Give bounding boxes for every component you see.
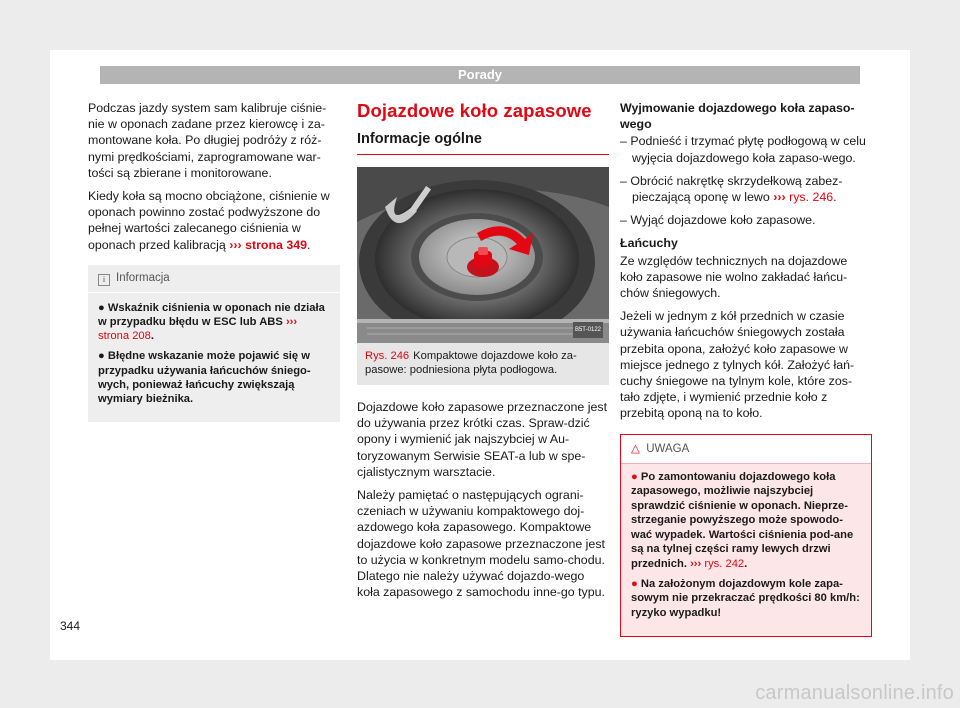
info-icon: i xyxy=(98,274,110,286)
chains-title: Łańcuchy xyxy=(620,236,678,251)
intro-paragraph: Podczas jazdy system sam kalibruje ciśnie-nie w oponach zadane przez kierowcę i za-montowane koła. Po długiej podróży z róż-nymi prędkościami, zaprogramowane war-tości są zbierane i monitorowane. xyxy=(88,101,327,180)
removal-step: – Podnieść i trzymać płytę podłogową w celu wyjęcia dojazdowego koła zapaso-wego. xyxy=(620,134,866,165)
figure-code: B5T-0122 xyxy=(573,322,603,338)
info-box xyxy=(88,265,340,422)
info-title: Informacja xyxy=(116,271,170,284)
figure-caption xyxy=(357,343,609,385)
removal-step: – Wyjąć dojazdowe koło zapasowe. xyxy=(620,213,816,228)
section-title: Informacje ogólne xyxy=(357,130,609,155)
page-link-349[interactable]: strona 349 xyxy=(245,237,308,252)
page-link-208[interactable]: strona 208 xyxy=(98,330,151,343)
page-header: Porady xyxy=(100,66,860,84)
caption-text: Kompaktowe dojazdowe koło za-pasowe: podniesiona płyta podłogowa. xyxy=(365,350,577,376)
info-header xyxy=(88,265,340,293)
left-column xyxy=(88,100,340,422)
warning-body xyxy=(621,464,871,636)
warning-box xyxy=(620,434,872,637)
warning-header xyxy=(621,435,871,464)
removal-title: Wyjmowanie dojazdowego koła zapaso-wego xyxy=(620,101,855,132)
warning-item: ● Po zamontowaniu dojazdowego koła zapasowego, możliwie najszybciej sprawdzić ciśnienie w oponach. Nieprze-strzeganie powyższego może spowodo-wać wypadek. Wartości ciśnienia pod-ane są na tylnej części ramy lewych drzwi przednich. ››› rys. 242. xyxy=(631,471,854,570)
chains-paragraph: Ze względów technicznych na dojazdowe koło zapasowe nie wolno zakładać łańcu-chów śniegowych. xyxy=(620,253,848,301)
warning-title: UWAGA xyxy=(646,442,690,455)
chains-paragraph: Jeżeli w jednym z kół przednich w czasie używania łańcuchów śniegowych została przebita opona, założyć koło zapasowe w miejsce jednego z tylnych kół. Założyć łań-cuchy śniegowe na tylnym kole, które zos-tało zdjęte, i wymienić przednie koło z przebitą oponą na to koło. xyxy=(620,309,855,421)
caption-label: Rys. 246 xyxy=(365,350,410,362)
spare-wheel-figure xyxy=(357,167,609,343)
calibration-paragraph: Kiedy koła są mocno obciążone, ciśnienie w oponach powinno zostać podwyższone do pełnej wartości zalecanego ciśnienia w oponach przed kalibracją ››› strona 349. xyxy=(88,189,330,252)
page-number: 344 xyxy=(60,619,81,633)
spare-wheel-illustration xyxy=(357,167,609,343)
manual-page xyxy=(50,50,910,660)
info-item: ● Wskaźnik ciśnienia w oponach nie działa w przypadku błędu w ESC lub ABS ››› strona 208. xyxy=(98,301,325,343)
right-column xyxy=(620,100,872,637)
chapter-title: Dojazdowe koło zapasowe xyxy=(357,100,592,121)
middle-column xyxy=(357,100,609,607)
warning-triangle-icon: △ xyxy=(631,442,640,455)
watermark: carmanualsonline.info xyxy=(755,682,954,704)
usage-paragraph: Dojazdowe koło zapasowe przeznaczone jest do używania przez krótki czas. Spraw-dzić opony i wymienić jak najszybciej w Au-toryzowanym Serwisie SEAT-a lub w spe-cjalistycznym warsztacie. xyxy=(357,400,608,479)
figure-link-242[interactable]: rys. 242 xyxy=(704,557,745,570)
restrictions-paragraph: Należy pamiętać o następujących ograni-czeniach w używaniu kompaktowego doj-azdowego koła zapasowego. Kompaktowe dojazdowe koło zapasowe przeznaczone jest to użycia w konkretnym modelu samo-chodu. Dlatego nie należy używać dojazdo-wego koła zapasowego z samochodu inne-go typu. xyxy=(357,488,605,600)
warning-item: ● Na założonym dojazdowym kole zapa-sowym nie przekraczać prędkości 80 km/h: ryzyko wypadku! xyxy=(631,577,860,619)
removal-step: – Obrócić nakrętkę skrzydełkową zabez-pieczającą oponę w lewo ››› rys. 246. xyxy=(620,173,843,205)
link-arrows: ››› xyxy=(229,237,242,252)
figure-link-246[interactable]: rys. 246 xyxy=(789,190,834,205)
info-item: ● Błędne wskazanie może pojawić się w przypadku używania łańcuchów śniego-wych, ponieważ łańcuchy zwiększają wymiary bieżnika. xyxy=(98,350,311,406)
